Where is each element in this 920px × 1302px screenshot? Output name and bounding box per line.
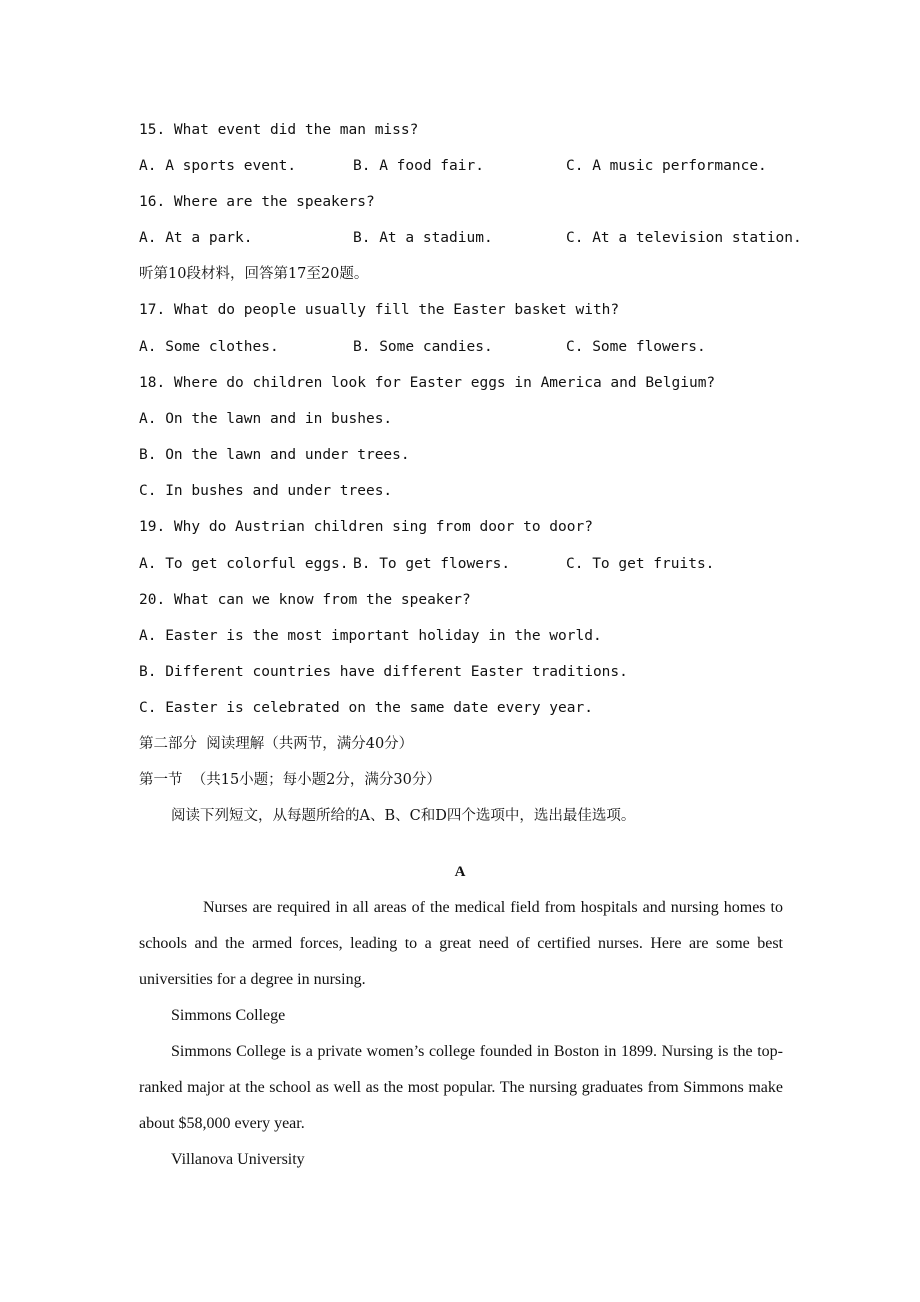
question-15-option-a: A. A sports event. xyxy=(139,158,297,174)
reading-instruction: 阅读下列短文，从每题所给的A、B、C和D四个选项中，选出最佳选项。 xyxy=(171,808,636,824)
question-20-stem: 20. What can we know from the speaker? xyxy=(139,592,471,608)
question-15-stem: 15. What event did the man miss? xyxy=(139,122,419,138)
question-15-option-c: C. A music performance. xyxy=(566,158,767,174)
question-18-option-c: C. In bushes and under trees. xyxy=(139,483,393,499)
question-16-option-a: A. At a park. xyxy=(139,230,253,246)
question-16-stem: 16. Where are the speakers? xyxy=(139,194,375,210)
question-19-option-b: B. To get flowers. xyxy=(353,556,511,572)
question-16-option-b: B. At a stadium. xyxy=(353,230,493,246)
question-17-option-c: C. Some flowers. xyxy=(566,339,706,355)
question-16-option-c: C. At a television station. xyxy=(566,230,802,246)
question-20-option-b: B. Different countries have different Easter traditions. xyxy=(139,664,628,680)
section-one-title: 第一节 （共15小题；每小题2分，满分30分） xyxy=(139,772,441,788)
listening-instruction-10: 听第10段材料，回答第17至20题。 xyxy=(139,266,369,282)
question-18-option-a: A. On the lawn and in bushes. xyxy=(139,411,393,427)
question-19-option-a: A. To get colorful eggs. xyxy=(139,556,349,572)
question-20-option-a: A. Easter is the most important holiday in the world. xyxy=(139,628,602,644)
question-20-option-c: C. Easter is celebrated on the same date every year. xyxy=(139,700,593,716)
question-18-option-b: B. On the lawn and under trees. xyxy=(139,447,410,463)
question-19-stem: 19. Why do Austrian children sing from door to door? xyxy=(139,519,593,535)
question-15-option-b: B. A food fair. xyxy=(353,158,484,174)
question-17-option-b: B. Some candies. xyxy=(353,339,493,355)
part-two-title: 第二部分 阅读理解（共两节，满分40分） xyxy=(139,736,414,752)
question-19-option-c: C. To get fruits. xyxy=(566,556,715,572)
question-17-option-a: A. Some clothes. xyxy=(139,339,279,355)
question-18-stem: 18. Where do children look for Easter eggs in America and Belgium? xyxy=(139,375,716,391)
school-2-heading: Villanova University xyxy=(171,1151,305,1168)
question-17-stem: 17. What do people usually fill the Easter basket with? xyxy=(139,302,620,318)
passage-label: A xyxy=(454,864,466,880)
school-1-paragraph: Simmons College is a private women’s college founded in Boston in 1899. Nursing is the top-ranked major at the school as well as the most popular. The nursing graduates from Simmons make about $58,000 every year. xyxy=(139,1043,783,1132)
school-1-heading: Simmons College xyxy=(171,1007,286,1024)
passage-intro: Nurses are required in all areas of the medical field from hospitals and nursing homes to schools and the armed forces, leading to a great need of certified nurses. Here are some best universities for a degree in nursing. xyxy=(139,899,783,988)
